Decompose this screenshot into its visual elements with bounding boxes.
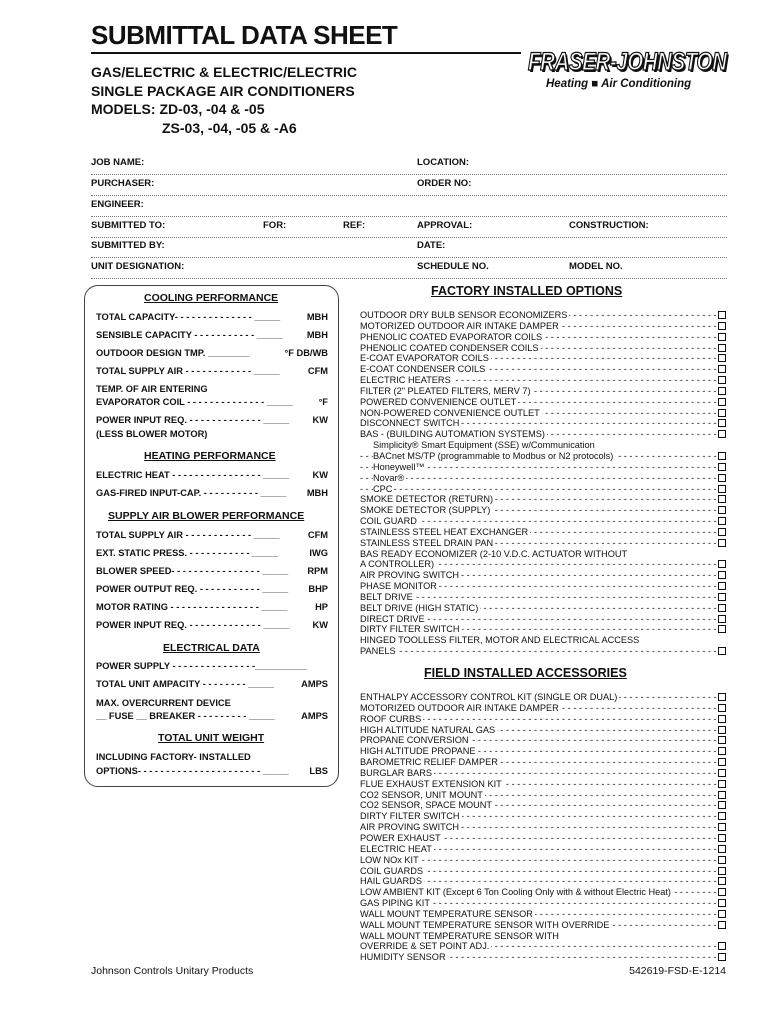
field-row-engineer [91,195,727,217]
option-item[interactable] [360,725,726,736]
option-label: Honeywell™ [373,461,425,472]
cooling-line [96,397,328,407]
option-checkbox[interactable] [718,625,726,633]
line-label: EXT. STATIC PRESS. - - - - - - - - - - - _____ [96,548,278,558]
line-unit: KW [312,470,328,480]
blower-line [96,620,328,630]
option-item[interactable] [360,473,726,484]
line-unit: IWG [309,548,328,558]
option-item[interactable] [360,375,726,386]
option-item[interactable] [360,592,726,603]
option-label: HINGED TOOLLESS FILTER, MOTOR AND ELECTRICAL ACCESS [360,635,640,646]
option-label: DIRTY FILTER SWITCH [360,624,460,635]
option-checkbox[interactable] [718,322,726,330]
ref-field[interactable]: REF: [343,220,366,231]
option-item[interactable] [360,887,726,898]
option-item[interactable] [360,451,726,462]
weight-line [96,752,328,762]
option-item[interactable] [360,570,726,581]
line-unit: BHP [308,584,328,594]
option-label: HUMIDITY SENSOR [360,952,446,963]
option-checkbox[interactable] [718,539,726,547]
option-checkbox[interactable] [718,812,726,820]
option-checkbox[interactable] [718,485,726,493]
option-label: ELECTRIC HEAT [360,843,432,854]
option-checkbox[interactable] [718,474,726,482]
option-label: CO2 SENSOR, UNIT MOUNT [360,789,483,800]
heating-line [96,470,328,480]
field-row-purchaser [91,174,727,196]
option-item[interactable] [360,800,726,811]
field-accessories-heading: FIELD INSTALLED ACCESSORIES [424,666,627,680]
line-label: MOTOR RATING - - - - - - - - - - - - - - - - _____ [96,602,288,612]
unit-designation-field[interactable]: UNIT DESIGNATION: [91,261,185,272]
blower-line [96,548,328,558]
cooling-line [96,348,328,358]
footer-doc-number: 542619-FSD-E-1214 [629,965,726,977]
option-checkbox[interactable] [718,387,726,395]
option-label: BACnet MS/TP (programmable to Modbus or N2 protocols) [373,450,614,461]
option-label: PHENOLIC COATED EVAPORATOR COILS [360,331,543,342]
submitted-to-field[interactable]: SUBMITTED TO: [91,220,166,231]
approval-field[interactable]: APPROVAL: [417,220,473,231]
option-checkbox[interactable] [718,780,726,788]
option-checkbox[interactable] [718,430,726,438]
option-label: BAS READY ECONOMIZER (2-10 V.D.C. ACTUATOR WITHOUT [360,548,628,559]
option-label: ENTHALPY ACCESSORY CONTROL KIT (SINGLE OR DUAL) [360,692,618,702]
product-subtitle [91,63,357,137]
heating-performance-heading: HEATING PERFORMANCE [144,450,276,462]
brand-tagline: Heating ■ Air Conditioning [546,78,692,90]
line-unit: AMPS [301,711,328,721]
line-unit: MBH [306,488,328,498]
option-checkbox[interactable] [718,758,726,766]
option-checkbox[interactable] [718,582,726,590]
option-label: PROPANE CONVERSION [360,735,469,746]
option-checkbox[interactable] [718,571,726,579]
cooling-line [96,429,328,439]
electrical-line [96,661,328,671]
electrical-line [96,698,328,708]
option-label: HIGH ALTITUDE NATURAL GAS [360,724,496,735]
option-label: COIL GUARD [360,516,417,527]
option-item[interactable] [360,714,726,725]
option-label: Novar® [373,472,405,483]
cooling-line [96,366,328,376]
option-item [360,440,726,451]
job-name-field[interactable]: JOB NAME: [91,157,145,168]
option-item[interactable] [360,757,726,768]
option-checkbox[interactable] [718,899,726,907]
cooling-performance-heading: COOLING PERFORMANCE [144,292,279,304]
option-label: LOW AMBIENT KIT (Except 6 Ton Cooling Only with & without Electric Heat) [360,887,671,898]
option-checkbox[interactable] [718,910,726,918]
option-item[interactable] [360,353,726,364]
option-item[interactable] [360,559,726,570]
option-item[interactable] [360,876,726,887]
option-label: COIL GUARDS [360,865,423,876]
option-item[interactable] [360,418,726,429]
line-label: POWER INPUT REQ. - - - - - - - - - - - - - _____ [96,415,290,425]
line-label: GAS-FIRED INPUT-CAP. - - - - - - - - - - _____ [96,488,287,498]
line-label: TOTAL CAPACITY- - - - - - - - - - - - - - _____ [96,312,281,322]
option-item[interactable] [360,321,726,332]
brand-logo [528,48,728,90]
factory-options-heading: FACTORY INSTALLED OPTIONS [431,284,623,298]
heating-line [96,488,328,498]
line-unit: LBS [309,766,328,776]
field-row-submitted-by [91,236,727,258]
option-item [360,635,726,646]
option-checkbox[interactable] [718,791,726,799]
option-item[interactable] [360,429,726,440]
option-checkbox[interactable] [718,376,726,384]
subtitle-line: MODELS: ZD-03, -04 & -05 [91,101,265,117]
option-checkbox[interactable] [718,693,726,701]
line-label: POWER OUTPUT REQ. - - - - - - - - - - - _____ [96,584,289,594]
subtitle-line: GAS/ELECTRIC & ELECTRIC/ELECTRIC [91,64,358,80]
option-label: PHASE MONITOR [360,581,437,592]
line-unit: KW [312,415,328,425]
option-checkbox[interactable] [718,560,726,568]
option-item[interactable] [360,462,726,473]
option-item[interactable] [360,898,726,909]
option-checkbox[interactable] [718,942,726,950]
line-label: EVAPORATOR COIL - - - - - - - - - - - - - - _____ [96,397,293,407]
line-unit: CFM [307,530,328,540]
line-unit: RPM [307,566,328,576]
blower-line [96,530,328,540]
line-unit: °F [318,397,328,407]
option-item[interactable] [360,952,726,963]
option-item[interactable] [360,692,726,703]
field-row-submitted-to [91,216,727,238]
option-label: FILTER (2" PLEATED FILTERS, MERV 7) [360,385,531,396]
footer-company: Johnson Controls Unitary Products [91,965,254,977]
total-unit-weight-heading: TOTAL UNIT WEIGHT [158,732,265,744]
option-item[interactable] [360,516,726,527]
option-label: BAROMETRIC RELIEF DAMPER [360,757,498,768]
option-checkbox[interactable] [718,615,726,623]
option-label: STAINLESS STEEL DRAIN PAN [360,537,494,548]
option-checkbox[interactable] [718,604,726,612]
option-label: POWERED CONVENIENCE OUTLET [360,396,517,407]
line-label: OPTIONS- - - - - - - - - - - - - - - - - - - - - - _____ [96,766,289,776]
option-label: CO2 SENSOR, SPACE MOUNT [360,800,493,811]
line-label: __ FUSE __ BREAKER - - - - - - - - - _____ [96,711,275,721]
option-checkbox[interactable] [718,921,726,929]
electrical-line [96,711,328,721]
option-checkbox[interactable] [718,888,726,896]
option-checkbox[interactable] [718,398,726,406]
option-item[interactable] [360,494,726,505]
option-checkbox[interactable] [718,823,726,831]
option-checkbox[interactable] [718,867,726,875]
line-label: TEMP. OF AIR ENTERING [96,384,208,394]
weight-line [96,766,328,776]
option-checkbox[interactable] [718,333,726,341]
line-label: TOTAL UNIT AMPACITY - - - - - - - - _____ [96,679,275,689]
option-item[interactable] [360,484,726,495]
title-rule [91,52,521,54]
cooling-line [96,384,328,394]
option-label: BELT DRIVE [360,591,413,602]
option-checkbox[interactable] [718,365,726,373]
line-unit: MBH [306,312,328,322]
location-field[interactable]: LOCATION: [417,157,470,168]
option-label: POWER EXHAUST [360,832,441,843]
option-item [360,549,726,560]
engineer-field[interactable]: ENGINEER: [91,199,144,210]
option-item[interactable] [360,538,726,549]
option-label: NON-POWERED CONVENIENCE OUTLET [360,407,540,418]
option-label: CPC [373,483,393,494]
option-checkbox[interactable] [718,419,726,427]
option-item[interactable] [360,505,726,516]
option-label: WALL MOUNT TEMPERATURE SENSOR WITH [360,930,559,941]
electrical-data-heading: ELECTRICAL DATA [163,642,260,654]
option-label: SMOKE DETECTOR (SUPPLY) [360,505,491,516]
option-item[interactable] [360,855,726,866]
schedule-no-field[interactable]: SCHEDULE NO. [417,261,489,272]
option-label: A CONTROLLER) [360,559,435,570]
option-item[interactable] [360,779,726,790]
line-unit: KW [312,620,328,630]
option-label: PANELS [360,646,396,657]
option-item[interactable] [360,646,726,657]
option-checkbox[interactable] [718,747,726,755]
option-checkbox[interactable] [718,593,726,601]
construction-field[interactable]: CONSTRUCTION: [569,220,649,231]
brand-name: FRASER-JOHNSTON [528,48,727,76]
option-checkbox[interactable] [718,506,726,514]
option-item[interactable] [360,941,726,952]
option-label: BAS - (BUILDING AUTOMATION SYSTEMS) [360,429,545,440]
option-item[interactable] [360,397,726,408]
option-checkbox[interactable] [718,463,726,471]
blower-line [96,602,328,612]
cooling-line [96,415,328,425]
option-label: E-COAT CONDENSER COILS [360,364,486,375]
option-checkbox[interactable] [718,409,726,417]
option-checkbox[interactable] [718,344,726,352]
option-label: E-COAT EVAPORATOR COILS [360,353,489,364]
option-item[interactable] [360,310,726,321]
option-label: WALL MOUNT TEMPERATURE SENSOR WITH OVERRIDE [360,919,610,930]
line-label: SENSIBLE CAPACITY - - - - - - - - - - - _____ [96,330,283,340]
option-checkbox[interactable] [718,528,726,536]
option-label: DIRECT DRIVE [360,613,425,624]
option-item[interactable] [360,746,726,757]
model-no-field[interactable]: MODEL NO. [569,261,623,272]
option-label: PHENOLIC COATED CONDENSER COILS [360,342,539,353]
date-field[interactable]: DATE: [417,240,446,251]
option-item[interactable] [360,332,726,343]
field-row-unit [91,257,727,279]
line-label: MAX. OVERCURRENT DEVICE [96,698,231,708]
option-checkbox[interactable] [718,647,726,655]
line-label: POWER INPUT REQ. - - - - - - - - - - - - - _____ [96,620,290,630]
option-checkbox[interactable] [718,801,726,809]
option-item[interactable] [360,844,726,855]
option-checkbox[interactable] [718,354,726,362]
option-checkbox[interactable] [718,845,726,853]
option-checkbox[interactable] [718,452,726,460]
line-label: POWER SUPPLY - - - - - - - - - - - - - - -__________ [96,661,307,671]
option-label: OVERRIDE & SET POINT ADJ. [360,941,490,952]
field-accessories-list [360,692,726,963]
line-unit: MBH [306,330,328,340]
purchaser-field[interactable]: PURCHASER: [91,178,155,189]
option-item[interactable] [360,624,726,635]
option-label: LOW NOx KIT [360,854,419,865]
option-label: OUTDOOR DRY BULB SENSOR ECONOMIZERS [360,310,568,320]
option-checkbox[interactable] [718,311,726,319]
option-checkbox[interactable] [718,736,726,744]
line-label: INCLUDING FACTORY- INSTALLED [96,752,251,762]
option-item [360,931,726,942]
option-item[interactable] [360,790,726,801]
line-label: ELECTRIC HEAT - - - - - - - - - - - - - - - - _____ [96,470,289,480]
line-unit: °F DB/WB [284,348,328,358]
option-item[interactable] [360,603,726,614]
option-label: MOTORIZED OUTDOOR AIR INTAKE DAMPER [360,320,559,331]
option-item[interactable] [360,920,726,931]
field-row-job [91,153,727,175]
line-label: OUTDOOR DESIGN TMP. ________ [96,348,250,358]
option-checkbox[interactable] [718,517,726,525]
option-label: DIRTY FILTER SWITCH [360,811,460,822]
option-checkbox[interactable] [718,953,726,961]
line-label: BLOWER SPEED- - - - - - - - - - - - - - - - _____ [96,566,289,576]
option-item[interactable] [360,581,726,592]
option-label: GAS PIPING KIT [360,898,430,909]
option-item[interactable] [360,386,726,397]
option-label: Simplicity® Smart Equipment (SSE) w/Communication [373,440,595,451]
option-item[interactable] [360,833,726,844]
for-field[interactable]: FOR: [263,220,287,231]
option-label: ROOF CURBS [360,713,422,724]
option-item[interactable] [360,527,726,538]
option-label: DISCONNECT SWITCH [360,418,460,429]
page-title: SUBMITTAL DATA SHEET [91,20,398,50]
option-label: AIR PROVING SWITCH [360,570,460,581]
option-item[interactable] [360,768,726,779]
option-label: BELT DRIVE (HIGH STATIC) [360,602,479,613]
option-item[interactable] [360,364,726,375]
option-checkbox[interactable] [718,856,726,864]
option-checkbox[interactable] [718,769,726,777]
order-no-field[interactable]: ORDER NO: [417,178,472,189]
submitted-by-field[interactable]: SUBMITTED BY: [91,240,165,251]
option-label: HIGH ALTITUDE PROPANE [360,746,476,757]
line-unit: CFM [307,366,328,376]
subtitle-line: SINGLE PACKAGE AIR CONDITIONERS [91,82,355,99]
blower-line [96,584,328,594]
option-item[interactable] [360,408,726,419]
option-label: AIR PROVING SWITCH [360,822,460,833]
cooling-line [96,312,328,322]
option-checkbox[interactable] [718,495,726,503]
option-label: SMOKE DETECTOR (RETURN) [360,494,494,505]
option-label: ELECTRIC HEATERS [360,375,451,386]
electrical-line [96,679,328,689]
option-label: FLUE EXHAUST EXTENSION KIT [360,778,502,789]
option-label: BURGLAR BARS [360,767,432,778]
option-checkbox[interactable] [718,877,726,885]
option-label: WALL MOUNT TEMPERATURE SENSOR [360,908,533,919]
subtitle-line: ZS-03, -04, -05 & -A6 [162,119,297,136]
option-checkbox[interactable] [718,704,726,712]
option-item[interactable] [360,703,726,714]
line-label: (LESS BLOWER MOTOR) [96,429,208,439]
option-checkbox[interactable] [718,726,726,734]
blower-performance-heading: SUPPLY AIR BLOWER PERFORMANCE [108,510,305,522]
option-item[interactable] [360,614,726,625]
option-checkbox[interactable] [718,715,726,723]
factory-options-list [360,310,726,657]
line-unit: HP [315,602,328,612]
line-label: TOTAL SUPPLY AIR - - - - - - - - - - - - _____ [96,530,280,540]
option-item[interactable] [360,735,726,746]
line-unit: AMPS [301,679,328,689]
option-item[interactable] [360,811,726,822]
option-label: STAINLESS STEEL HEAT EXCHANGER [360,526,529,537]
blower-line [96,566,328,576]
cooling-line [96,330,328,340]
line-label: TOTAL SUPPLY AIR - - - - - - - - - - - - _____ [96,366,280,376]
option-item[interactable] [360,866,726,877]
option-label: MOTORIZED OUTDOOR AIR INTAKE DAMPER [360,702,559,713]
option-label: HAIL GUARDS [360,876,422,887]
option-checkbox[interactable] [718,834,726,842]
option-item[interactable] [360,343,726,354]
option-item[interactable] [360,822,726,833]
option-item[interactable] [360,909,726,920]
